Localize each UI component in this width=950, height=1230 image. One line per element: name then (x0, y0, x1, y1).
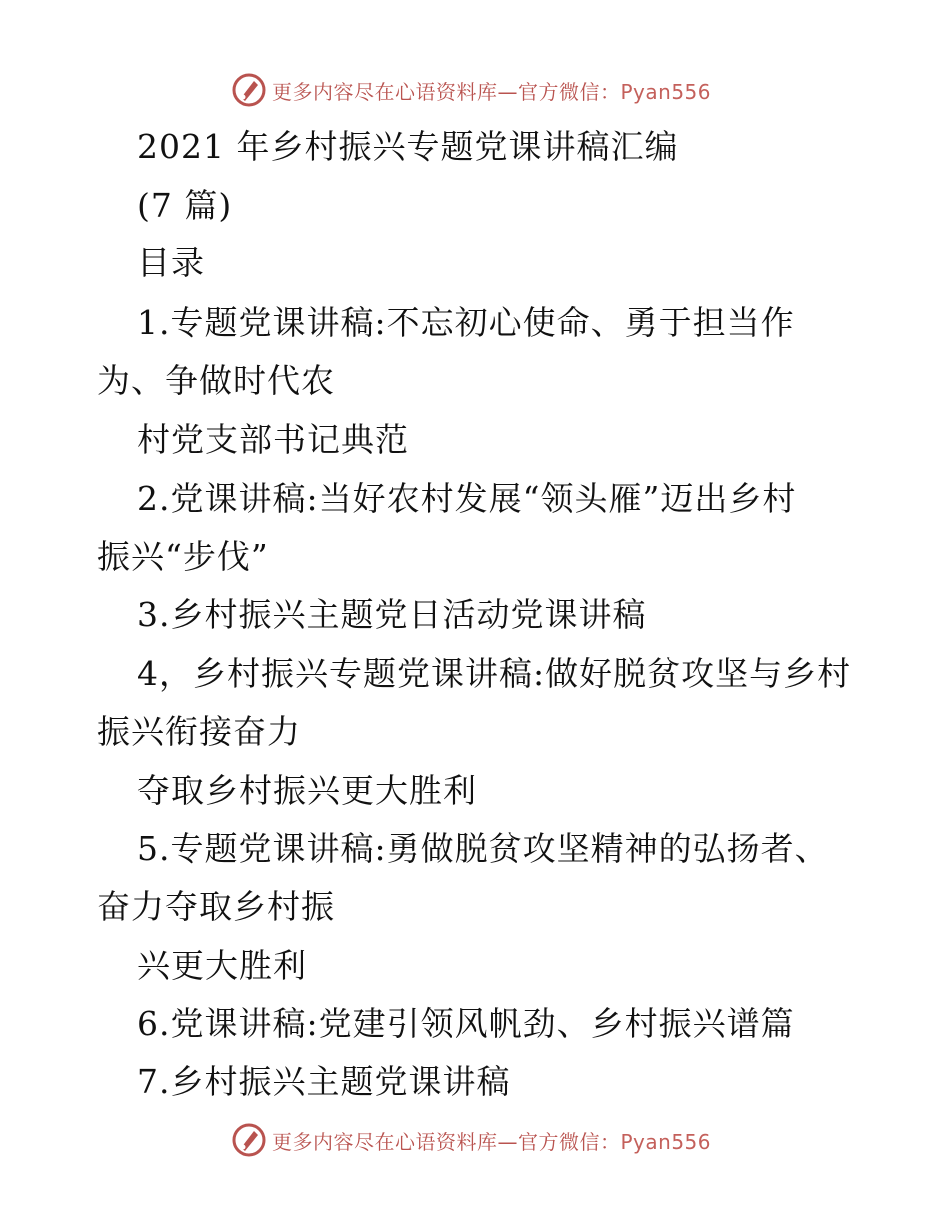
watermark-id: Pyan556 (620, 1129, 712, 1154)
toc-heading: 目录 (137, 243, 205, 282)
watermark-id: Pyan556 (620, 79, 712, 104)
watermark-text: 更多内容尽在心语资料库—官方微信： (272, 1129, 621, 1154)
watermark-text: 更多内容尽在心语资料库—官方微信： (272, 79, 621, 104)
pen-logo-icon (232, 73, 266, 107)
toc-line: 1.专题党课讲稿:不忘初心使命、勇于担当作 (137, 303, 795, 342)
toc-line: 奋力夺取乡村振 (97, 887, 335, 926)
document-title: 2021 年乡村振兴专题党课讲稿汇编 (137, 127, 679, 166)
toc-line: 村党支部书记典范 (137, 420, 409, 459)
toc-line: 振兴“步伐” (97, 537, 269, 576)
toc-line: 5.专题党课讲稿:勇做脱贫攻坚精神的弘扬者、 (137, 829, 829, 868)
toc-line: 夺取乡村振兴更大胜利 (137, 771, 477, 810)
toc-line: 7.乡村振兴主题党课讲稿 (137, 1062, 511, 1101)
pen-logo-icon (232, 1123, 266, 1157)
document-subtitle: (7 篇) (137, 186, 233, 225)
watermark-header (232, 70, 752, 110)
toc-line: 4，乡村振兴专题党课讲稿:做好脱贫攻坚与乡村 (137, 654, 852, 693)
toc-line: 兴更大胜利 (137, 946, 307, 985)
toc-line: 振兴衔接奋力 (97, 712, 301, 751)
toc-line: 3.乡村振兴主题党日活动党课讲稿 (137, 595, 647, 634)
toc-line: 为、争做时代农 (97, 361, 335, 400)
toc-line: 6.党课讲稿:党建引领风帆劲、乡村振兴谱篇 (137, 1004, 795, 1043)
toc-line: 2.党课讲稿:当好农村发展“领头雁”迈出乡村 (137, 479, 797, 518)
watermark-footer (232, 1120, 752, 1160)
